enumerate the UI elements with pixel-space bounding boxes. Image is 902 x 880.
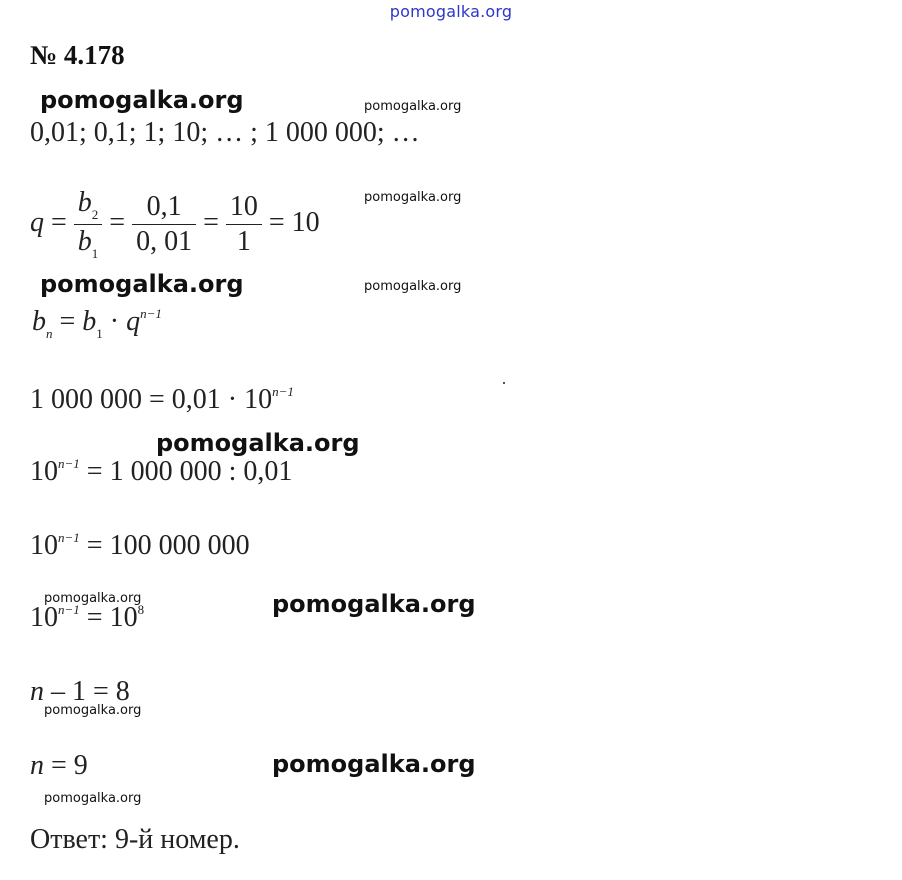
base: 10 [30, 530, 58, 561]
b-symbol: b [77, 226, 92, 257]
denominator: 0, 01 [136, 226, 193, 257]
fraction-simplified [226, 190, 262, 259]
base: 10 [30, 602, 58, 633]
equation-text: = 100 000 000 [79, 530, 250, 561]
variable-n: n [30, 676, 44, 707]
watermark: pomogalka.org [364, 279, 462, 294]
equation-text: = 1 000 000 : 0,01 [79, 456, 293, 487]
equals-sign: = [203, 206, 219, 238]
b-symbol: b [77, 187, 92, 218]
watermark: pomogalka.org [364, 99, 462, 114]
stray-dot [503, 382, 505, 384]
exponent-8: 8 [137, 602, 145, 617]
equation-text: – 1 = 8 [44, 676, 130, 707]
fraction-b2-b1 [74, 186, 103, 263]
watermark: pomogalka.org [40, 86, 244, 114]
ratio-formula [30, 186, 320, 263]
equation-6 [30, 750, 88, 782]
watermark: pomogalka.org [44, 703, 142, 718]
base: 10 [30, 456, 58, 487]
equation-text: = 10 [79, 602, 138, 633]
exponent: n−1 [58, 456, 80, 471]
variable-n: n [30, 750, 44, 781]
equals-sign: = [109, 206, 126, 238]
q-symbol: q [126, 306, 141, 337]
ratio-result: = 10 [268, 206, 320, 238]
b-symbol: b [82, 306, 97, 337]
watermark: pomogalka.org [364, 190, 462, 205]
exponent: n−1 [58, 602, 80, 617]
subscript-1: 1 [96, 326, 103, 341]
subscript: 2 [91, 207, 99, 222]
watermark-top: pomogalka.org [389, 2, 513, 21]
equals-sign: = [59, 306, 76, 337]
denominator: 1 [236, 226, 251, 257]
sequence-line: 0,01; 0,1; 1; 10; … ; 1 000 000; … [30, 117, 420, 148]
equation-text: 1 000 000 = 0,01 · 10 [30, 384, 273, 415]
q-symbol: q [30, 206, 44, 238]
b-symbol: b [32, 306, 46, 337]
watermark: pomogalka.org [44, 591, 142, 606]
nth-term-formula [32, 306, 162, 341]
watermark: pomogalka.org [272, 590, 476, 618]
watermark: pomogalka.org [40, 270, 244, 298]
exponent: n−1 [272, 384, 294, 399]
equals-sign: = [51, 206, 67, 238]
watermark: pomogalka.org [272, 750, 476, 778]
answer-line: Ответ: 9-й номер. [30, 824, 240, 855]
watermark: pomogalka.org [44, 791, 142, 806]
multiply-dot: · [109, 306, 120, 337]
exponent: n−1 [140, 306, 162, 321]
problem-title: № 4.178 [30, 40, 125, 70]
numerator: 10 [226, 190, 262, 225]
exponent: n−1 [58, 530, 80, 545]
subscript: 1 [91, 246, 99, 261]
equation-1 [30, 384, 294, 416]
numerator: 0,1 [132, 190, 196, 225]
equation-text: = 9 [44, 750, 88, 781]
equation-2 [30, 456, 292, 488]
subscript-n: n [46, 326, 53, 341]
equation-4 [30, 602, 144, 634]
equation-3 [30, 530, 250, 562]
watermark: pomogalka.org [156, 429, 360, 457]
fraction-values [132, 190, 196, 259]
